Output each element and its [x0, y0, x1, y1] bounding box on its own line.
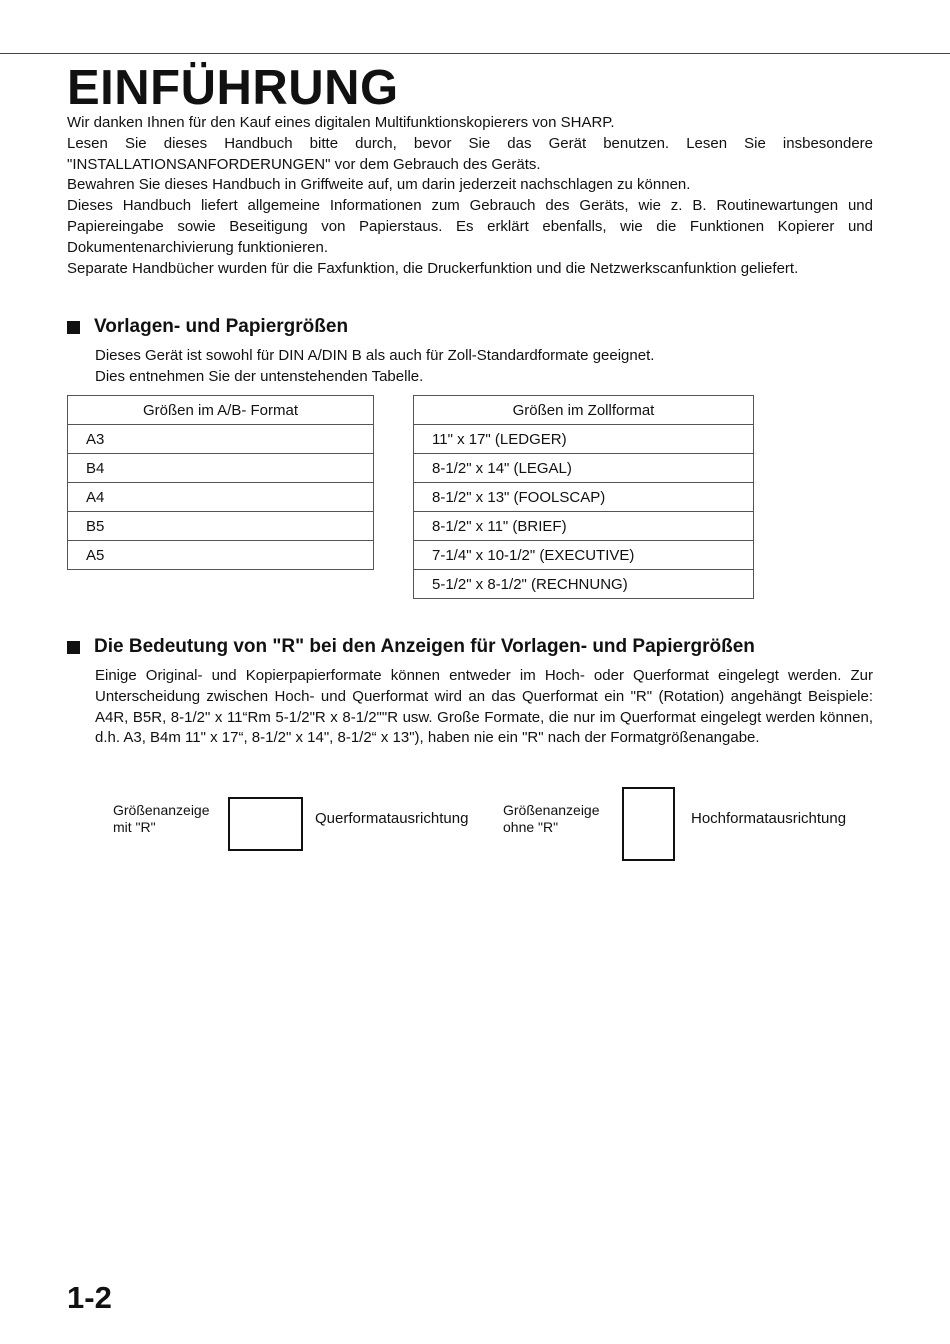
table-row: [414, 454, 754, 483]
page-number: 1-2: [67, 1280, 112, 1315]
section-line: Dies entnehmen Sie der untenstehenden Tabelle.: [95, 367, 424, 385]
section-heading-label: Vorlagen- und Papiergrößen: [94, 316, 349, 337]
section-paragraph: Einige Original- und Kopierpapierformate können entweder im Hoch- oder Querformat eingelegt werden. Zur Unterscheidung zwischen Hoch- und Querformat wird an das Querformat ein "R" (Rotation) angehängt Beispiele: A4R, B5R, 8-1/2" x 11“Rm 5-1/2"R x 8-1/2""R usw. Große Formate, die nur im Querformat eingelegt werden können, d.h. A3, B4m 11" x 17“, 8-1/2" x 14", 8-1/2“ x 13"), haben nie ein "R" nach der Formatgrößenangabe.: [95, 667, 873, 747]
label-line: Größenanzeige: [503, 802, 600, 818]
table-row: [68, 454, 374, 483]
section-line: Dieses Gerät ist sowohl für DIN A/DIN B als auch für Zoll-Standardformate geeignet.: [95, 347, 655, 364]
landscape-sheet-icon: [228, 797, 303, 851]
label-line: Größenanzeige: [113, 802, 210, 818]
intro-paragraph: Lesen Sie dieses Handbuch bitte durch, bevor Sie das Gerät benutzen. Lesen Sie insbesondere "INSTALLATIONSANFORDERUNGEN" vor dem Gebrauch des Geräts.: [67, 134, 873, 173]
intro-paragraph: Separate Handbücher wurden für die Faxfunktion, die Druckerfunktion und die Netzwerkscanfunktion geliefert.: [67, 259, 799, 277]
intro-paragraph: Bewahren Sie dieses Handbuch in Griffweite auf, um darin jederzeit nachschlagen zu können.: [67, 176, 691, 194]
label-line: mit "R": [113, 819, 156, 835]
table-row: [68, 541, 374, 570]
table-row: [414, 425, 754, 454]
top-rule: [0, 53, 950, 54]
section-heading-label: Die Bedeutung von "R" bei den Anzeigen für Vorlagen- und Papiergrößen: [94, 636, 755, 657]
table-cell: A3: [68, 425, 374, 454]
inch-format-table: [413, 395, 754, 599]
intro-paragraph: Wir danken Ihnen für den Kauf eines digitalen Multifunktionskopierers von SHARP.: [67, 114, 615, 131]
table-cell: 8-1/2" x 14" (LEGAL): [414, 454, 754, 483]
table-header-row: [414, 396, 754, 425]
table-cell: 7-1/4" x 10-1/2" (EXECUTIVE): [414, 541, 754, 570]
page-title: EINFÜHRUNG: [67, 61, 399, 115]
intro-paragraph: Dieses Handbuch liefert allgemeine Informationen zum Gebrauch des Geräts, wie z. B. Routinewartungen und Papiereingabe sowie Beseitigung von Papierstaus. Es erklärt ebenfalls, wie die Funktionen Kopierer und Dokumentenarchivierung funktionieren.: [67, 197, 873, 256]
table-cell: 5-1/2" x 8-1/2" (RECHNUNG): [414, 570, 754, 599]
table-cell: A4: [68, 483, 374, 512]
table-cell: 11" x 17" (LEDGER): [414, 425, 754, 454]
table-cell: B5: [68, 512, 374, 541]
square-bullet-icon: [67, 641, 80, 654]
portrait-sheet-icon: [622, 787, 675, 861]
table-row: [414, 541, 754, 570]
table-row: [414, 512, 754, 541]
section-heading-r-meaning: [67, 635, 755, 659]
table-header-row: [68, 396, 374, 425]
section-sizes-text: [95, 346, 873, 388]
table-header: Größen im A/B- Format: [68, 396, 374, 425]
table-row: [68, 425, 374, 454]
table-row: [68, 483, 374, 512]
ab-format-table: [67, 395, 374, 570]
section-heading-sizes: [67, 315, 348, 339]
table-cell: A5: [68, 541, 374, 570]
table-row: [68, 512, 374, 541]
intro-text: [67, 113, 873, 279]
label-without-r: [503, 802, 600, 836]
section-r-text: [95, 666, 873, 749]
table-cell: 8-1/2" x 11" (BRIEF): [414, 512, 754, 541]
label-line: ohne "R": [503, 819, 559, 835]
square-bullet-icon: [67, 321, 80, 334]
table-row: [414, 483, 754, 512]
table-cell: 8-1/2" x 13" (FOOLSCAP): [414, 483, 754, 512]
label-with-r: [113, 802, 210, 836]
landscape-caption: Querformatausrichtung: [315, 810, 469, 827]
table-header: Größen im Zollformat: [414, 396, 754, 425]
table-cell: B4: [68, 454, 374, 483]
table-row: [414, 570, 754, 599]
portrait-caption: Hochformatausrichtung: [691, 810, 847, 827]
